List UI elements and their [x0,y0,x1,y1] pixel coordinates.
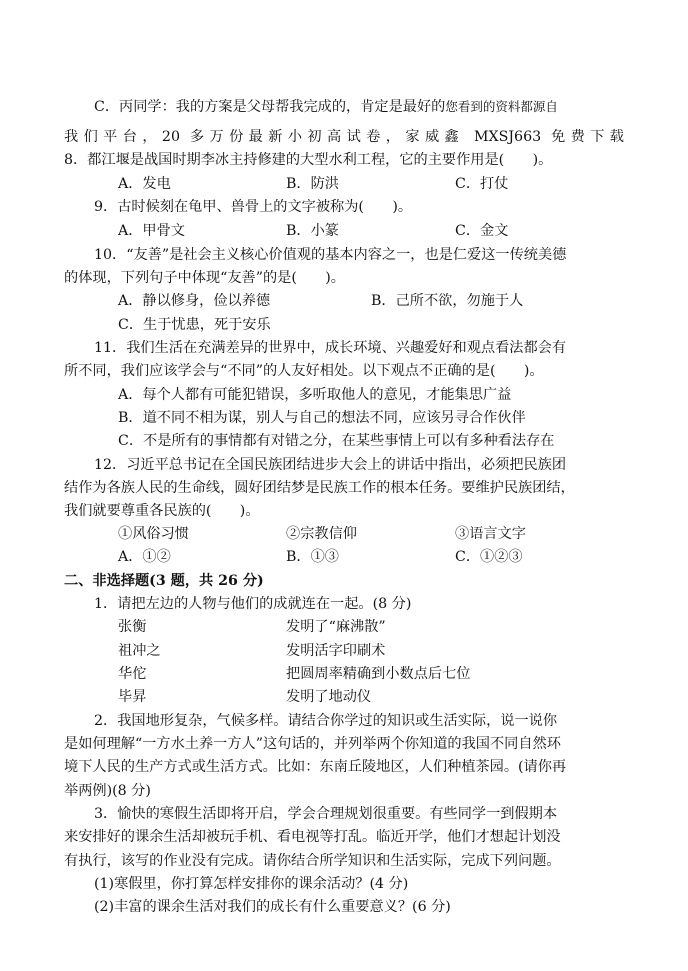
q8-option-b: B．防洪 [286,176,339,192]
q12-option-a: A．①② [118,549,171,565]
q10-option-c: C．生于忧患，死于安乐 [118,317,271,333]
q8-option-c: C．打仗 [455,176,509,192]
q12-stem-line1: 12．习近平总书记在全国民族团结进步大会上的讲话中指出，必须把民族团 [94,457,567,473]
p1-deed: 发明了“麻沸散” [286,619,386,635]
q12-option-b: B．①③ [286,549,339,565]
p1-deed: 把圆周率精确到小数点后七位 [286,666,471,682]
q10-option-b: B．己所不欲，勿施于人 [371,293,524,309]
q7-option-c [94,97,558,117]
p1-person: 毕昇 [118,689,147,705]
q9-option-b: B．小篆 [286,223,339,239]
p1-deed: 发明活字印刷术 [286,643,386,659]
p2-line2: 是如何理解“一方水土养一方人”这句话的，并列举两个你知道的我国不同自然环 [64,736,561,752]
q9-option-c: C．金文 [455,223,509,239]
q12-stem-line3: 我们就要尊重各民族的( )。 [64,503,260,519]
q9-stem: 9．古时候刻在龟甲、兽骨上的文字被称为( )。 [94,199,413,215]
q11-option-b: B．道不同不相为谋，别人与自己的想法不同，应该另寻合作伙伴 [118,410,526,426]
ad-line: 我们平台，20 多万份最新小初高试卷，家威鑫 MXSJ663 免费下载 [64,129,624,145]
p3-line2: 来安排好的课余生活却被玩手机、看电视等打乱。临近开学，他们才想起计划没 [64,829,561,845]
p2-line4: 举两例)(8 分) [64,783,151,799]
q10-stem-line1: 10．“友善”是社会主义核心价值观的基本内容之一，也是仁爱这一传统美德 [94,247,567,263]
q10-stem-line2: 的体现，下列句子中体现“友善”的是( )。 [64,270,345,286]
q12-option-c: C．①②③ [455,549,523,565]
q9-option-a: A．甲骨文 [118,223,185,239]
q11-stem-line2: 所不同，我们应该学会与“不同”的人友好相处。以下观点不正确的是( )。 [64,363,544,379]
p2-line3: 境下人民的生产方式或生活方式。比如：东南丘陵地区，人们种植茶园。(请你再 [64,759,567,775]
q7-option-c-text: C．丙同学：我的方案是父母帮我完成的，肯定是最好的 [94,99,446,115]
q8-stem: 8．都江堰是战国时期李冰主持修建的大型水利工程，它的主要作用是( )。 [64,152,553,168]
p2-line1: 2．我国地形复杂，气候多样。请结合你学过的知识或生活实际，说一说你 [94,713,558,729]
p3-line3: 有执行，该写的作业没有完成。请你结合所学知识和生活实际，完成下列问题。 [64,853,561,869]
p1-deed: 发明了地动仪 [286,689,372,705]
p3-sub2: (2)丰富的课余生活对我们的成长有什么重要意义？(6 分) [94,899,451,915]
q11-option-c: C．不是所有的事情都有对错之分，在某些事情上可以有多种看法存在 [118,433,555,449]
p1-person: 祖冲之 [118,643,161,659]
p1-stem: 1．请把左边的人物与他们的成就连在一起。(8 分) [94,596,412,612]
q12-item-1: ①风俗习惯 [118,526,189,542]
q12-item-2: ②宗教信仰 [286,526,357,542]
q12-item-3: ③语言文字 [455,526,526,542]
ad-inline-text: 您看到的资料都源自 [445,99,558,114]
section-heading: 二、非选择题(3 题，共 26 分) [64,573,264,589]
p3-sub1: (1)寒假里，你打算怎样安排你的课余活动？(4 分) [94,876,409,892]
q12-stem-line2: 结作为各族人民的生命线，圆好团结梦是民族工作的根本任务。要维护民族团结， [64,480,575,496]
q10-option-a: A．静以修身，俭以养德 [118,293,271,309]
p1-person: 华佗 [118,666,147,682]
q11-stem-line1: 11．我们生活在充满差异的世界中，成长环境、兴趣爱好和观点看法都会有 [94,340,567,356]
q8-option-a: A．发电 [118,176,171,192]
p1-person: 张衡 [118,619,147,635]
p3-line1: 3．愉快的寒假生活即将开启，学会合理规划很重要。有些同学一到假期本 [94,806,558,822]
q11-option-a: A．每个人都有可能犯错误，多听取他人的意见，才能集思广益 [118,387,512,403]
